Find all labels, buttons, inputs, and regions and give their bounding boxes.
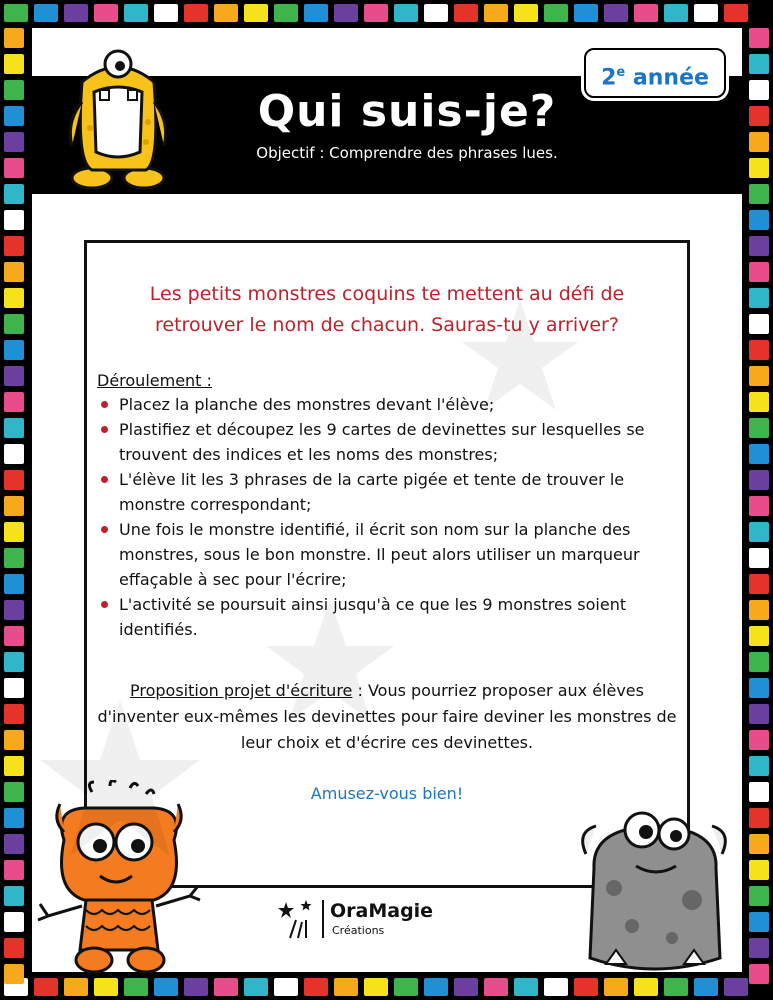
logo-divider [322, 900, 324, 938]
intro-text: Les petits monstres coquins te mettent au défi de retrouver le nom de chacun. Sauras-tu y arriver? [149, 283, 625, 336]
border-tile [334, 4, 358, 22]
border-tile [64, 978, 88, 996]
border-tile [749, 730, 769, 750]
border-tile [4, 80, 24, 100]
list-item [97, 592, 673, 642]
border-tile [694, 4, 718, 22]
border-tile [544, 4, 568, 22]
border-tile [749, 392, 769, 412]
step-text: L'élève lit les 3 phrases de la carte pigée et tente de trouver le monstre correspondant; [119, 470, 625, 514]
border-tile [749, 210, 769, 230]
border-tile [724, 4, 748, 22]
bullet-icon [101, 601, 108, 608]
objective-text: Objectif : Comprendre des phrases lues. [256, 144, 558, 162]
border-tile [94, 978, 118, 996]
proposal-label: Proposition projet d'écriture [130, 681, 353, 700]
border-tile [4, 106, 24, 126]
border-tile [274, 4, 298, 22]
border-tile [749, 340, 769, 360]
step-text: Placez la planche des monstres devant l'élève; [119, 395, 495, 414]
border-tile [749, 548, 769, 568]
border-tile [64, 4, 88, 22]
border-tile [749, 782, 769, 802]
border-tile [4, 730, 24, 750]
border-tile [749, 834, 769, 854]
border-tile [4, 756, 24, 776]
border-tile [4, 496, 24, 516]
border-tile [749, 626, 769, 646]
bullet-icon [101, 426, 108, 433]
border-tile [749, 938, 769, 958]
border-tile [4, 522, 24, 542]
border-tile [749, 886, 769, 906]
border-tile [424, 978, 448, 996]
border-tile [604, 4, 628, 22]
border-tile [749, 158, 769, 178]
list-item [97, 517, 673, 592]
grade-number: 2 [601, 65, 617, 91]
border-tile [664, 4, 688, 22]
border-tile [749, 860, 769, 880]
border-tile [749, 808, 769, 828]
border-tile [749, 522, 769, 542]
border-tile [184, 978, 208, 996]
border-tile [749, 106, 769, 126]
border-tile [749, 470, 769, 490]
border-tile [4, 340, 24, 360]
border-tile [4, 912, 24, 932]
bullet-icon [101, 401, 108, 408]
border-tile [749, 236, 769, 256]
section-title: Déroulement : [97, 371, 212, 390]
logo-name: OraMagie [330, 900, 434, 922]
grade-badge [584, 48, 726, 98]
border-tile [4, 652, 24, 672]
border-tile [4, 782, 24, 802]
border-tile [94, 4, 118, 22]
border-tile [4, 392, 24, 412]
proposal-paragraph [97, 678, 677, 756]
list-item [97, 417, 673, 467]
yellow-monster-illustration [62, 42, 174, 190]
border-tile [4, 28, 24, 48]
border-tile [304, 4, 328, 22]
grade-superscript: e [616, 65, 626, 80]
border-tile [4, 184, 24, 204]
border-tile [4, 418, 24, 438]
closing-text: Amusez-vous bien! [310, 784, 464, 803]
orange-monster-illustration [34, 780, 204, 980]
border-tile [4, 366, 24, 386]
border-tile [244, 4, 268, 22]
border-tile [4, 886, 24, 906]
border-tile [544, 978, 568, 996]
step-text: Une fois le monstre identifié, il écrit son nom sur la planche des monstres, sous le bon monstre. Il peut alors utiliser un marqueur effaçable à sec pour l'écrire; [119, 520, 640, 589]
gray-monster-illustration [572, 808, 738, 984]
border-tile [749, 366, 769, 386]
border-tile [4, 704, 24, 724]
border-tile [454, 978, 478, 996]
border-tile [749, 704, 769, 724]
border-tile [4, 678, 24, 698]
border-tile [334, 978, 358, 996]
border-tile [364, 978, 388, 996]
border-tile [34, 978, 58, 996]
border-tile [4, 938, 24, 958]
border-tile [484, 4, 508, 22]
border-tile [749, 262, 769, 282]
border-tile [154, 4, 178, 22]
border-tile [749, 28, 769, 48]
border-tile [749, 496, 769, 516]
border-tile [424, 4, 448, 22]
border-tile [184, 4, 208, 22]
border-tile [4, 132, 24, 152]
step-text: L'activité se poursuit ainsi jusqu'à ce que les 9 monstres soient identifiés. [119, 595, 627, 639]
border-tile [749, 80, 769, 100]
border-tile [749, 184, 769, 204]
border-tile [4, 548, 24, 568]
list-item [97, 467, 673, 517]
border-tile [124, 978, 148, 996]
border-tile [4, 314, 24, 334]
border-tile [749, 574, 769, 594]
border-tile [394, 4, 418, 22]
border-tile [4, 834, 24, 854]
border-tile [749, 314, 769, 334]
border-tile [4, 4, 28, 22]
border-tile [274, 978, 298, 996]
border-tile [749, 912, 769, 932]
border-tile [749, 418, 769, 438]
border-tile [454, 4, 478, 22]
border-tile [749, 444, 769, 464]
border-tile [4, 860, 24, 880]
logo-subtitle: Créations [332, 924, 385, 937]
list-item [97, 392, 673, 417]
border-tile [4, 626, 24, 646]
bullet-icon [101, 526, 108, 533]
border-tile [4, 444, 24, 464]
border-tile [34, 4, 58, 22]
border-tile [749, 288, 769, 308]
bullet-icon [101, 476, 108, 483]
border-tile [154, 978, 178, 996]
border-tile [4, 54, 24, 74]
border-tile [364, 4, 388, 22]
border-tile [4, 600, 24, 620]
border-tile [484, 978, 508, 996]
border-tile [214, 978, 238, 996]
border-tile [4, 470, 24, 490]
border-tile [749, 652, 769, 672]
border-tile [574, 4, 598, 22]
border-tile [4, 964, 24, 984]
border-tile [4, 158, 24, 178]
border-tile [304, 978, 328, 996]
grade-word: année [625, 65, 709, 91]
border-tile [749, 54, 769, 74]
border-tile [4, 574, 24, 594]
border-tile [244, 978, 268, 996]
proposal-text: : Vous pourriez proposer aux élèves d'inventer eux-mêmes les devinettes pour faire deviner les monstres de leur choix et d'écrire ces devinettes. [97, 681, 677, 752]
steps-list [97, 392, 673, 642]
border-tile [514, 4, 538, 22]
border-tile [4, 808, 24, 828]
border-tile [124, 4, 148, 22]
step-text: Plastifiez et découpez les 9 cartes de devinettes sur lesquelles se trouvent des indices et les noms des monstres; [119, 420, 645, 464]
border-tile [214, 4, 238, 22]
border-tile [514, 978, 538, 996]
border-tile [394, 978, 418, 996]
border-tile [749, 132, 769, 152]
stars-icon [276, 898, 320, 942]
page-title: Qui suis-je? [257, 86, 557, 137]
border-tile [749, 756, 769, 776]
border-tile [749, 964, 769, 984]
border-tile [4, 288, 24, 308]
border-tile [4, 210, 24, 230]
oramagie-logo [276, 898, 436, 942]
border-tile [749, 600, 769, 620]
border-tile [4, 262, 24, 282]
border-tile [634, 4, 658, 22]
border-tile [749, 678, 769, 698]
border-tile [4, 236, 24, 256]
